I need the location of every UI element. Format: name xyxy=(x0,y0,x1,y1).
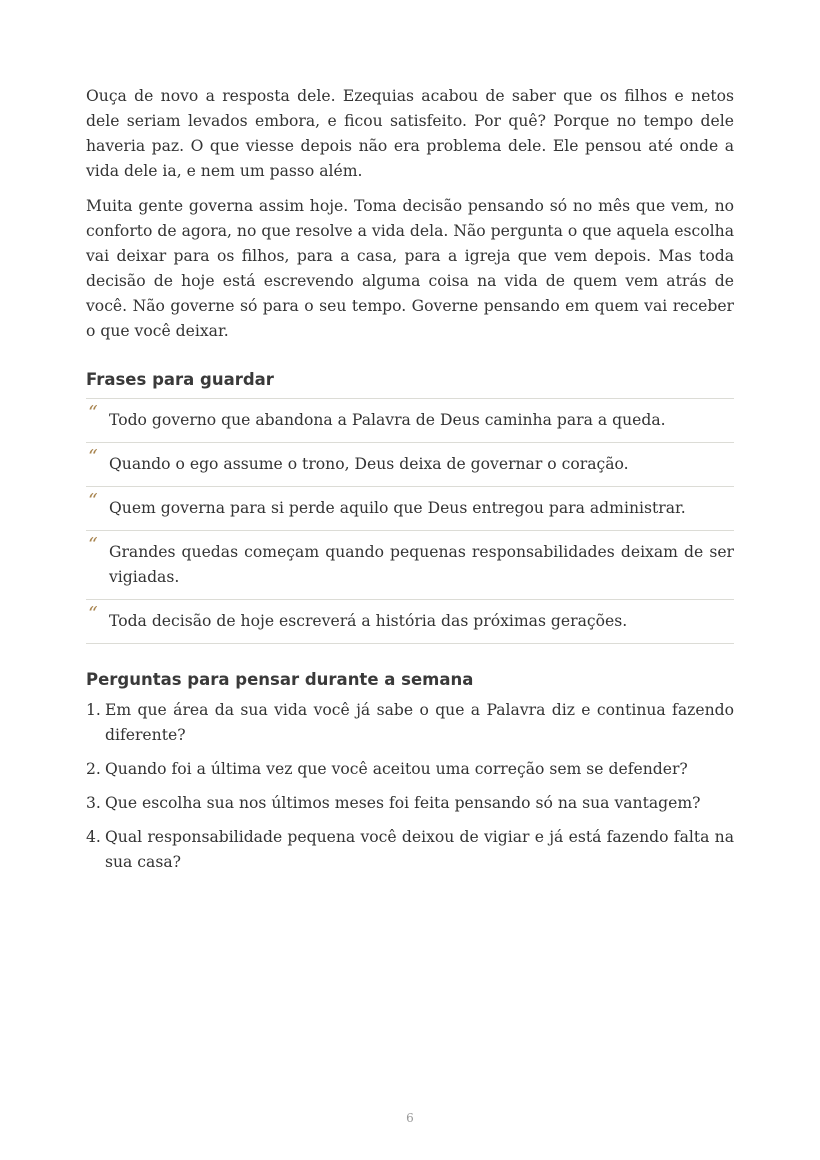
quote-list xyxy=(86,398,734,644)
paragraph: Muita gente governa assim hoje. Toma decisão pensando só no mês que vem, no conforto de agora, no que resolve a vida dela. Não pergunta o que aquela escolha vai deixar para os filhos, para a casa, para a igreja que vem depois. Mas toda decisão de hoje está escrevendo alguma coisa na vida de quem vem atrás de você. Não governe só para o seu tempo. Governe pensando em quem vai receber o que você deixar. xyxy=(86,197,734,340)
quote-text: Quando o ego assume o trono, Deus deixa de governar o coração. xyxy=(109,455,629,473)
quote-text: Grandes quedas começam quando pequenas responsabilidades deixam de ser vigiadas. xyxy=(109,543,734,586)
quote-item xyxy=(86,399,734,443)
list-number: 1. xyxy=(86,701,101,719)
paragraph: Ouça de novo a resposta dele. Ezequias acabou de saber que os filhos e netos dele seriam levados embora, e ficou satisfeito. Por quê? Porque no tempo dele haveria paz. O que viesse depois não era problema dele. Ele pensou até onde a vida dele ia, e nem um passo além. xyxy=(86,87,734,180)
question-text: Quando foi a última vez que você aceitou uma correção sem se defender? xyxy=(105,760,688,778)
quote-text: Todo governo que abandona a Palavra de Deus caminha para a queda. xyxy=(109,411,666,429)
page-content xyxy=(86,84,734,884)
question-text: Que escolha sua nos últimos meses foi feita pensando só na sua vantagem? xyxy=(105,794,701,812)
list-number: 2. xyxy=(86,760,101,778)
quote-item xyxy=(86,531,734,600)
quote-text: Toda decisão de hoje escreverá a história das próximas gerações. xyxy=(109,612,628,630)
question-text: Qual responsabilidade pequena você deixou de vigiar e já está fazendo falta na sua casa? xyxy=(105,828,734,871)
quote-item xyxy=(86,443,734,487)
quote-item xyxy=(86,600,734,644)
quote-mark-icon: “ xyxy=(88,534,98,556)
list-item xyxy=(86,757,734,782)
quote-mark-icon: “ xyxy=(88,490,98,512)
question-list xyxy=(86,698,734,875)
quote-item xyxy=(86,487,734,531)
list-number: 4. xyxy=(86,828,101,846)
list-number: 3. xyxy=(86,794,101,812)
page-number: 6 xyxy=(406,1111,414,1125)
section-title-perguntas: Perguntas para pensar durante a semana xyxy=(86,670,474,689)
quote-mark-icon: “ xyxy=(88,446,98,468)
question-text: Em que área da sua vida você já sabe o que a Palavra diz e continua fazendo diferente? xyxy=(105,701,734,744)
quote-text: Quem governa para si perde aquilo que Deus entregou para administrar. xyxy=(109,499,686,517)
quote-mark-icon: “ xyxy=(88,603,98,625)
quote-mark-icon: “ xyxy=(88,402,98,424)
list-item xyxy=(86,825,734,875)
section-title-frases: Frases para guardar xyxy=(86,370,274,389)
list-item xyxy=(86,791,734,816)
list-item xyxy=(86,698,734,748)
